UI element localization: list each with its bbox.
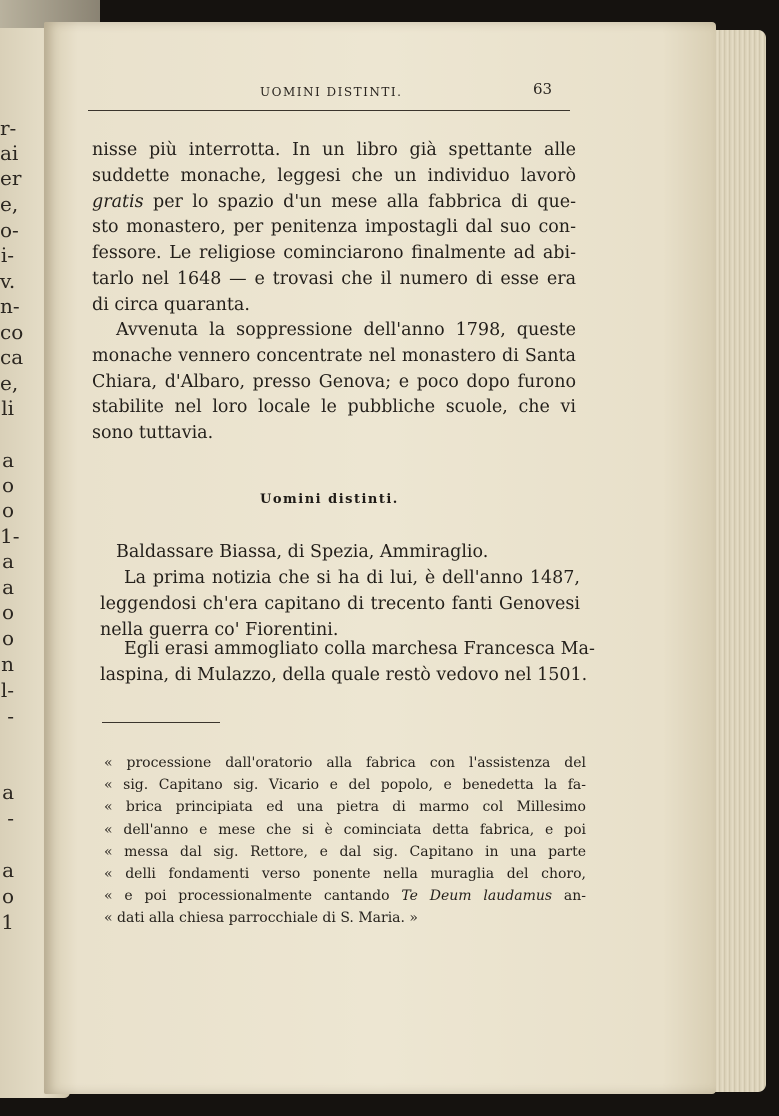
left-page-fragment: l- (0, 678, 14, 702)
text-line: di circa quaranta. (92, 294, 250, 315)
text-line: Avvenuta la soppressione dell'anno 1798, queste (116, 320, 576, 340)
left-page-fragment: r- (0, 116, 17, 140)
left-page-fragment: o (1, 884, 14, 908)
left-page-fragment: o (1, 498, 14, 522)
left-page-fragment: er (0, 166, 22, 190)
left-page-fragment: - (7, 806, 14, 830)
left-page-fragment: co (0, 320, 24, 344)
footnote-rule (102, 722, 220, 723)
text-line: stabilite nel loro locale le pubbliche scuole, che vi (92, 397, 576, 418)
left-page-fragment: a (2, 780, 14, 804)
italic-phrase: Te Deum laudamus (401, 888, 553, 905)
header-rule (88, 110, 570, 111)
footnote (104, 752, 586, 930)
left-page-fragment: a (2, 448, 14, 472)
footnote-line: « dati alla chiesa parrocchiale di S. Maria. » (104, 910, 418, 927)
left-page-fragment: e, (0, 192, 19, 216)
footnote-line: « dell'anno e mese che si è cominciata detta fabrica, e poi (104, 821, 586, 838)
text-line: Baldassare Biassa, di Spezia, Ammiraglio. (116, 542, 489, 562)
text-fragment: « e poi processionalmente cantando (104, 888, 402, 905)
left-page-fragment: o (1, 626, 14, 650)
text-line: sono tuttavia. (92, 423, 214, 444)
left-page-fragment: o- (0, 218, 19, 242)
left-page-fragment: n- (0, 294, 20, 318)
section-title: Uomini distinti. (260, 492, 399, 507)
text-line: tarlo nel 1648 — e trovasi che il numero di esse era (92, 268, 576, 289)
footnote-line: « messa dal sig. Rettore, e dal sig. Capitano in una parte (104, 843, 586, 860)
left-page-fragment: v. (0, 269, 16, 293)
italic-word: gratis (92, 191, 144, 212)
left-page-fragment: i- (0, 243, 14, 267)
text-fragment: per lo spazio d'un mese alla fabbrica di que- (143, 191, 576, 212)
text-line: La prima notizia che si ha di lui, è dell'anno 1487, (124, 568, 580, 588)
left-page-fragment: o (1, 473, 14, 497)
text-line: laspina, di Mulazzo, della quale restò vedovo nel 1501. (100, 664, 588, 685)
footnote-line (104, 885, 586, 907)
text-line: Chiara, d'Albaro, presso Genova; e poco dopo furono (92, 371, 576, 392)
left-page-fragment: a (2, 575, 14, 599)
text-line: monache vennero concentrate nel monastero di Santa (92, 345, 576, 366)
paragraph-3 (116, 540, 576, 566)
footnote-line: « processione dall'oratorio alla fabrica con l'assistenza del (104, 755, 586, 771)
left-page-fragment: 1 (1, 910, 14, 934)
left-page-fragment: ca (0, 345, 24, 369)
paragraph-5 (100, 637, 595, 689)
paragraph-4 (100, 566, 580, 643)
left-page-fragment: a (2, 549, 14, 573)
left-page-fragment: a (2, 858, 14, 882)
text-line: nella guerra co' Fiorentini. (100, 619, 339, 640)
left-page-fragment: ai (0, 141, 19, 165)
text-line (92, 190, 576, 216)
text-line: leggendosi ch'era capitano di trecento fanti Genovesi (100, 593, 580, 614)
text-line: fessore. Le religiose cominciarono finalmente ad abi- (92, 243, 576, 264)
text-fragment: an- (552, 888, 586, 905)
left-page-fragment: - (7, 704, 14, 728)
text-line: sto monastero, per penitenza impostagli dal suo con- (92, 217, 576, 238)
page-number: 63 (533, 80, 553, 98)
footnote-line: « brica principiata ed una pietra di marmo col Millesimo (104, 799, 586, 816)
left-page-fragment: e, (0, 371, 19, 395)
left-page-fragment: n (1, 652, 14, 676)
text-line: Egli erasi ammogliato colla marchesa Francesca Ma- (124, 639, 595, 659)
running-head: UOMINI DISTINTI. (260, 85, 403, 99)
footnote-line: « delli fondamenti verso ponente nella muraglia del choro, (104, 866, 586, 883)
left-page-fragment: li (1, 396, 14, 420)
left-page-fragment: o (1, 600, 14, 624)
footnote-line: « sig. Capitano sig. Vicario e del popolo, e benedetta la fa- (104, 777, 586, 794)
left-page-fragment: 1- (0, 524, 20, 548)
paragraph-2 (92, 318, 576, 447)
paragraph-1 (92, 138, 576, 319)
text-line: suddette monache, leggesi che un individuo lavorò (92, 165, 576, 186)
text-line: nisse più interrotta. In un libro già spettante alle (92, 140, 576, 160)
